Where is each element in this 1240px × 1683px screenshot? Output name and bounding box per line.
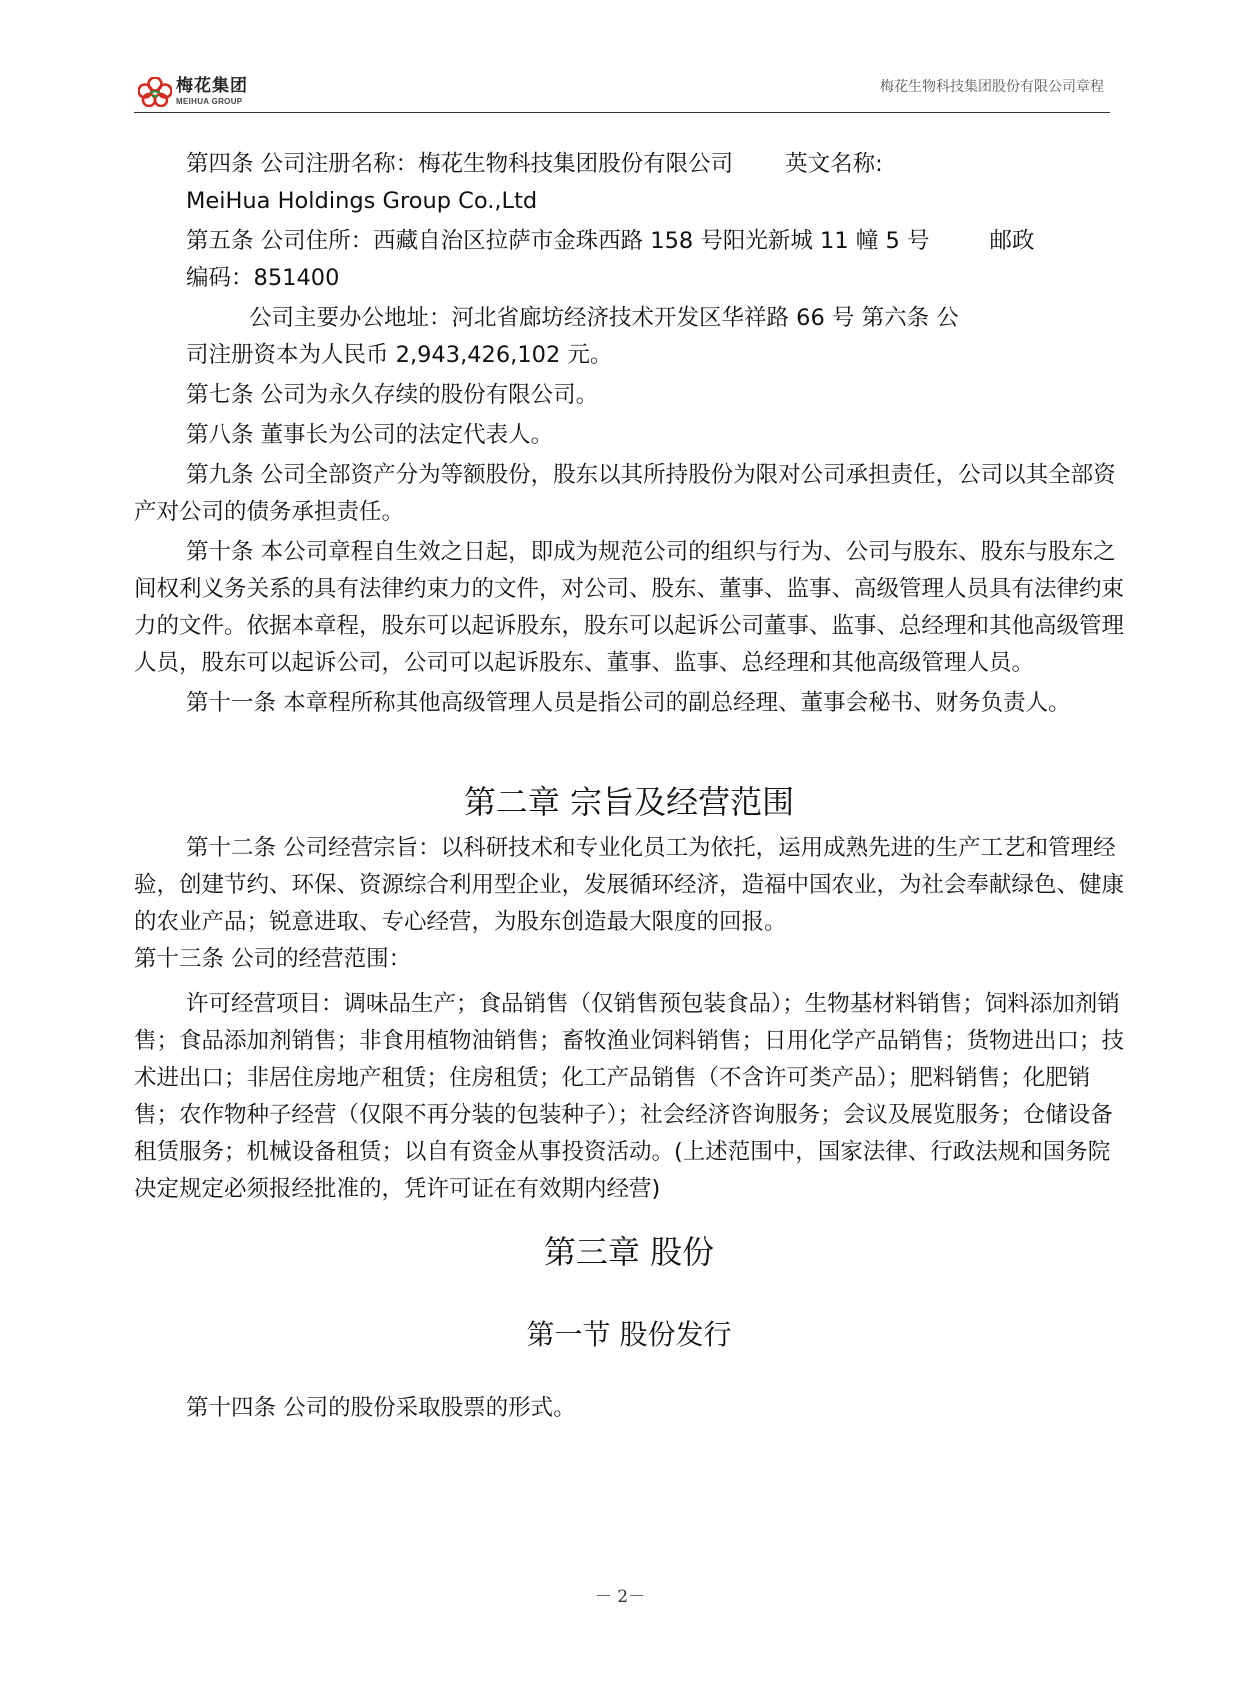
section-1-title: 第一节 股份发行 (526, 1318, 732, 1351)
article-4-name: 第四条 公司注册名称：梅花生物科技集团股份有限公司 (186, 151, 734, 177)
document-body (134, 146, 1124, 1427)
plum-blossom-logo-icon (138, 77, 172, 107)
article-4-english-name: MeiHua Holdings Group Co.,Ltd (186, 188, 538, 214)
article-9: 第九条 公司全部资产分为等额股份，股东以其所持股份为限对公司承担责任，公司以其全部资产对公司的债务承担责任。 (134, 462, 1116, 525)
article-14: 第十四条 公司的股份采取股票的形式。 (186, 1395, 576, 1421)
logo-chinese-text: 梅花集团 (176, 76, 248, 96)
article-10: 第十条 本公司章程自生效之日起，即成为规范公司的组织与行为、公司与股东、股东与股东之间权利义务关系的具有法律约束力的文件，对公司、股东、董事、监事、高级管理人员具有法律约束力的文件。依据本章程，股东可以起诉股东，股东可以起诉公司董事、监事、总经理和其他高级管理人员，股东可以起诉公司，公司可以起诉股东、董事、监事、总经理和其他高级管理人员。 (134, 539, 1125, 676)
document-header-title: 梅花生物科技集团股份有限公司章程 (880, 79, 1104, 95)
article-8: 第八条 董事长为公司的法定代表人。 (186, 422, 554, 448)
logo-english-text: MEIHUA GROUP (176, 97, 243, 106)
article-6-capital: 司注册资本为人民币 2,943,426,102 元。 (186, 342, 613, 368)
company-logo (138, 74, 248, 110)
article-5-address: 第五条 公司住所：西藏自治区拉萨市金珠西路 158 号阳光新城 11 幢 5 号 (186, 228, 930, 254)
article-5 (134, 223, 1124, 260)
chapter-3-title: 第三章 股份 (543, 1233, 715, 1271)
article-5-postal-code: 编码：851400 (186, 265, 340, 291)
article-13: 第十三条 公司的经营范围： (134, 946, 412, 972)
article-4 (134, 146, 1124, 183)
page-header (134, 66, 1110, 113)
business-scope: 许可经营项目：调味品生产；食品销售（仅销售预包装食品）；生物基材料销售；饲料添加剂销售；食品添加剂销售；非食用植物油销售；畜牧渔业饲料销售；日用化学产品销售；货物进出口；技术进出口；非居住房地产租赁；住房租赁；化工产品销售（不含许可类产品）；肥料销售；化肥销售；农作物种子经营（仅限不再分装的包装种子）；社会经济咨询服务；会议及展览服务；仓储设备租赁服务；机械设备租赁；以自有资金从事投资活动。(上述范围中，国家法律、行政法规和国务院决定规定必须报经批准的，凭许可证在有效期内经营) (134, 991, 1125, 1202)
article-5-postal-label: 邮政 (989, 228, 1035, 254)
article-5-office-address: 公司主要办公地址：河北省廊坊经济技术开发区华祥路 66 号 第六条 公 (249, 305, 959, 331)
page-number: － 2－ (594, 1587, 646, 1607)
article-11: 第十一条 本章程所称其他高级管理人员是指公司的副总经理、董事会秘书、财务负责人。 (186, 690, 1071, 716)
article-7: 第七条 公司为永久存续的股份有限公司。 (186, 382, 599, 408)
article-4-english-label: 英文名称: (785, 151, 883, 177)
article-12: 第十二条 公司经营宗旨：以科研技术和专业化员工为依托，运用成熟先进的生产工艺和管理经验，创建节约、环保、资源综合利用型企业，发展循环经济，造福中国农业，为社会奉献绿色、健康的农业产品；锐意进取、专心经营，为股东创造最大限度的回报。 (134, 835, 1125, 935)
chapter-2-title: 第二章 宗旨及经营范围 (463, 783, 795, 821)
